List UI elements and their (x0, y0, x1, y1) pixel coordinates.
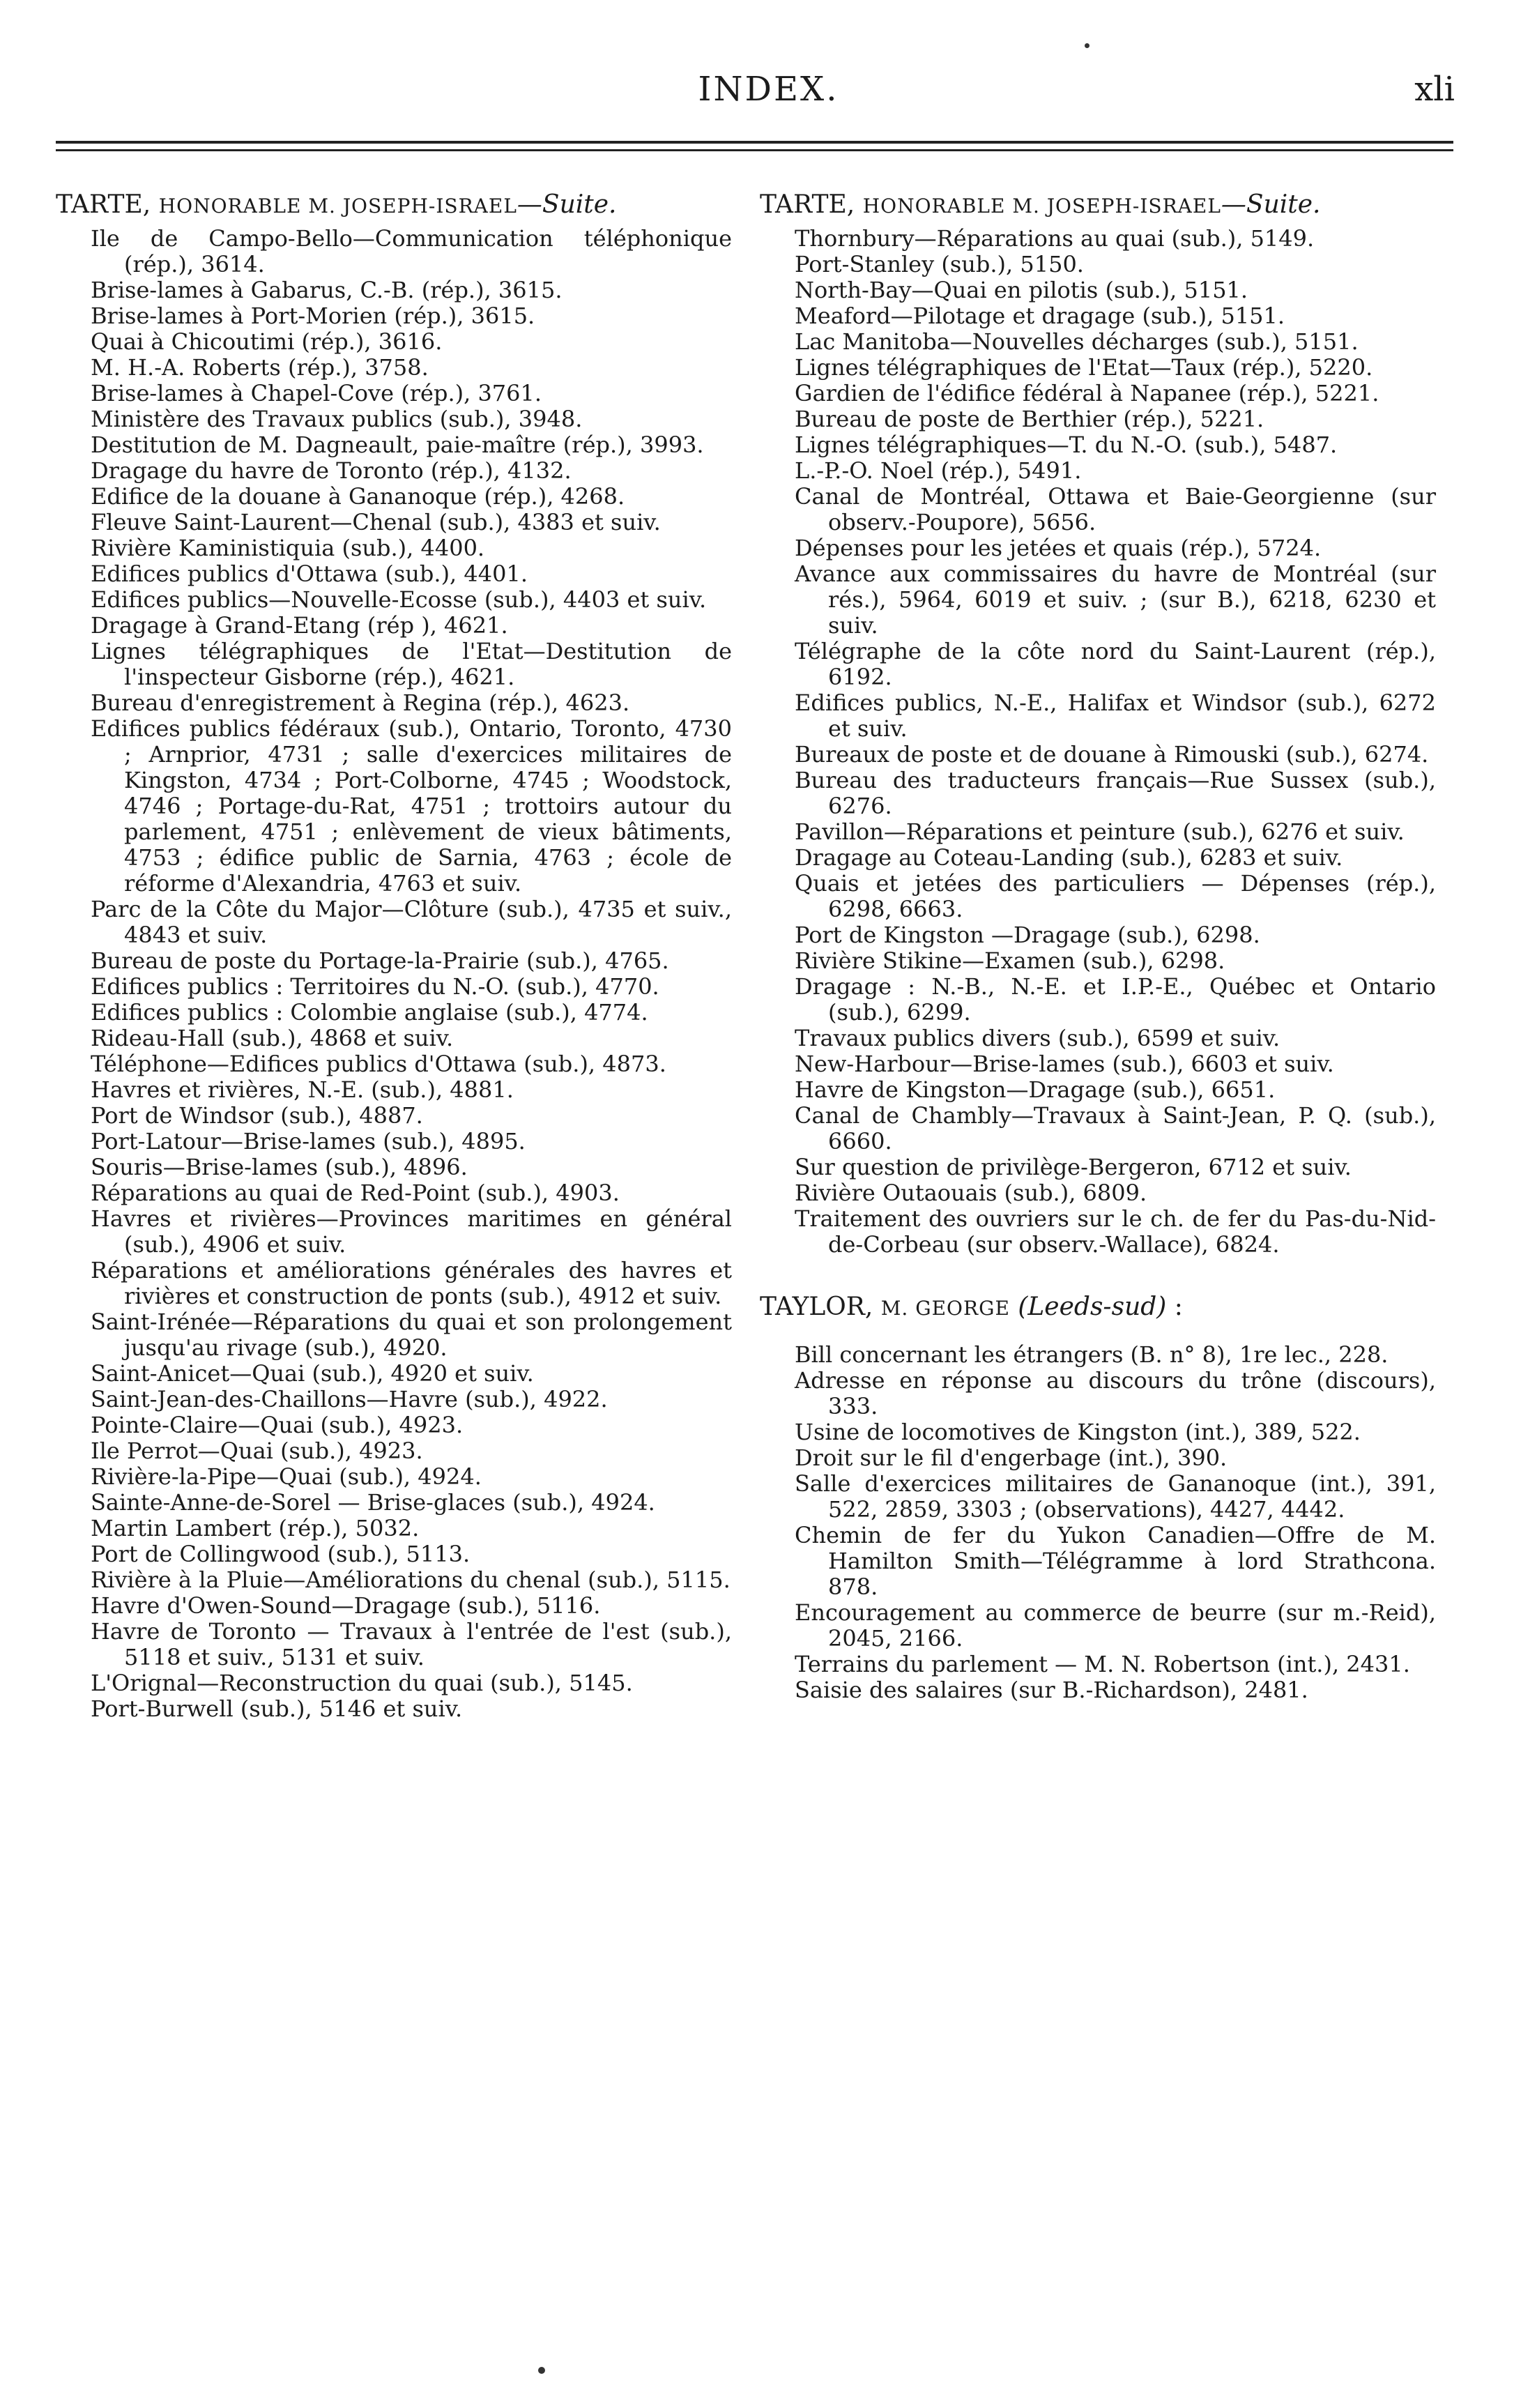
index-entry: Edifices publics : Territoires du N.-O. (sub.), 4770. (91, 973, 659, 1000)
taylor-heading (760, 1294, 1436, 1321)
index-entry: Port-Stanley (sub.), 5150. (795, 251, 1084, 277)
index-entry: Dépenses pour les jetées et quais (rép.), 5724. (795, 535, 1322, 561)
print-speck (1085, 43, 1089, 48)
index-entry: Ministère des Travaux publics (sub.), 3948. (91, 406, 583, 432)
index-entry: M. H.-A. Roberts (rép.), 3758. (91, 354, 429, 381)
index-entry: Canal de Montréal, Ottawa et Baie-Georgienne (sur observ.-Poupore), 5656. (795, 483, 1436, 535)
index-entry: Havre de Kingston—Dragage (sub.), 6651. (795, 1076, 1276, 1103)
index-entry: Canal de Chambly—Travaux à Saint-Jean, P. Q. (sub.), 6660. (795, 1102, 1436, 1155)
index-entry: Havre de Toronto — Travaux à l'entrée de l'est (sub.), 5118 et suiv., 5131 et suiv. (91, 1618, 732, 1670)
index-entry: Lac Manitoba—Nouvelles décharges (sub.), 5151. (795, 328, 1359, 355)
index-entry: Dragage : N.-B., N.-E. et I.P.-E., Québec et Ontario (sub.), 6299. (795, 973, 1436, 1026)
index-entry: Bureau des traducteurs français—Rue Sussex (sub.), 6276. (795, 767, 1436, 819)
taylor-entry-list (760, 1342, 1436, 1703)
index-entry: Pavillon—Réparations et peinture (sub.), 6276 et suiv. (795, 818, 1405, 845)
index-entry: Bureau d'enregistrement à Regina (rép.), 4623. (91, 689, 630, 716)
index-entry: Saint-Anicet—Quai (sub.), 4920 et suiv. (91, 1360, 534, 1387)
index-entry: Rivière à la Pluie—Améliorations du chenal (sub.), 5115. (91, 1567, 731, 1593)
index-entry: Parc de la Côte du Major—Clôture (sub.), 4735 et suiv., 4843 et suiv. (91, 896, 732, 948)
index-entry: Meaford—Pilotage et dragage (sub.), 5151. (795, 303, 1285, 329)
right-column (760, 192, 1436, 1703)
index-entry: Port-Burwell (sub.), 5146 et suiv. (91, 1695, 463, 1722)
index-entry: Avance aux commissaires du havre de Montréal (sur rés.), 5964, 6019 et suiv. ; (sur B.), 6218, 6230 et suiv. (795, 561, 1436, 639)
page-number: xli (1414, 70, 1455, 109)
index-entry: Rideau-Hall (sub.), 4868 et suiv. (91, 1025, 454, 1051)
print-speck-bottom (538, 2367, 545, 2374)
index-entry: Ile de Campo-Bello—Communication téléphonique (rép.), 3614. (91, 225, 732, 277)
index-entry: Port-Latour—Brise-lames (sub.), 4895. (91, 1128, 526, 1155)
index-entry: Dragage à Grand-Etang (rép ), 4621. (91, 612, 508, 639)
index-entry: Terrains du parlement — M. N. Robertson (int.), 2431. (795, 1651, 1410, 1677)
index-entry: Bureau de poste de Berthier (rép.), 5221. (795, 406, 1264, 432)
index-entry: Souris—Brise-lames (sub.), 4896. (91, 1154, 468, 1180)
index-entry: Havre d'Owen-Sound—Dragage (sub.), 5116. (91, 1592, 601, 1619)
index-entry: New-Harbour—Brise-lames (sub.), 6603 et suiv. (795, 1051, 1334, 1077)
page-title: INDEX. (698, 70, 839, 109)
index-entry: Réparations et améliorations générales des havres et rivières et construction de ponts (sub.), 4912 et suiv. (91, 1257, 732, 1309)
index-entry: Rivière Kaministiquia (sub.), 4400. (91, 535, 485, 561)
left-entry-list (56, 226, 732, 1722)
index-entry: Edifices publics fédéraux (sub.), Ontario, Toronto, 4730 ; Arnprior, 4731 ; salle d'exercices militaires de Kingston, 4734 ; Port-Colborne, 4745 ; Woodstock, 4746 ; Portage-du-Rat, 4751 ; trottoirs autour du parlement, 4751 ; enlèvement de vieux bâtiments, 4753 ; édifice public de Sarnia, 4763 ; école de réforme d'Alexandria, 4763 et suiv. (91, 715, 732, 897)
heading-name-smallcaps: HONORABLE M. JOSEPH-ISRAEL (158, 195, 517, 218)
index-entry: Téléphone—Edifices publics d'Ottawa (sub.), 4873. (91, 1051, 666, 1077)
section-gap (760, 1258, 1436, 1294)
index-entry: Ile Perrot—Quai (sub.), 4923. (91, 1438, 423, 1464)
index-entry: Havres et rivières, N.-E. (sub.), 4881. (91, 1076, 514, 1103)
right-column-heading (760, 192, 1436, 219)
header-rule-top (56, 141, 1453, 144)
index-entry: Bureaux de poste et de douane à Rimouski (sub.), 6274. (795, 741, 1429, 768)
index-entry: Rivière Stikine—Examen (sub.), 6298. (795, 947, 1225, 974)
index-entry: Rivière-la-Pipe—Quai (sub.), 4924. (91, 1463, 482, 1490)
index-entry: Réparations au quai de Red-Point (sub.), 4903. (91, 1180, 620, 1206)
heading-name-prefix: TARTE, (760, 190, 863, 219)
heading-name-smallcaps: HONORABLE M. JOSEPH-ISRAEL (862, 195, 1221, 218)
index-entry: North-Bay—Quai en pilotis (sub.), 5151. (795, 277, 1248, 303)
heading-suite: —Suite. (1221, 190, 1321, 219)
index-entry: Gardien de l'édifice fédéral à Napanee (rép.), 5221. (795, 380, 1379, 406)
index-entry: Travaux publics divers (sub.), 6599 et suiv. (795, 1025, 1280, 1051)
header-rule-bottom (56, 149, 1453, 151)
index-entry: Lignes télégraphiques de l'Etat—Destitution de l'inspecteur Gisborne (rép.), 4621. (91, 638, 732, 690)
right-entry-list (760, 226, 1436, 1258)
index-entry: Port de Kingston —Dragage (sub.), 6298. (795, 922, 1260, 948)
index-entry: Bureau de poste du Portage-la-Prairie (sub.), 4765. (91, 947, 669, 974)
left-column-heading (56, 192, 732, 219)
index-entry: Fleuve Saint-Laurent—Chenal (sub.), 4383 et suiv. (91, 509, 661, 535)
index-entry: Dragage du havre de Toronto (rép.), 4132. (91, 457, 572, 484)
index-entry: Dragage au Coteau-Landing (sub.), 6283 et suiv. (795, 844, 1343, 871)
index-entry: Destitution de M. Dagneault, paie-maître (rép.), 3993. (91, 432, 704, 458)
index-entry: Edifices publics—Nouvelle-Ecosse (sub.), 4403 et suiv. (91, 586, 707, 613)
index-entry: Brise-lames à Chapel-Cove (rép.), 3761. (91, 380, 542, 406)
index-entry: Havres et rivières—Provinces maritimes en général (sub.), 4906 et suiv. (91, 1205, 732, 1258)
heading-name-prefix: TARTE, (56, 190, 159, 219)
taylor-riding: (Leeds-sud) (1018, 1293, 1167, 1321)
index-entry: Port de Collingwood (sub.), 5113. (91, 1541, 471, 1567)
index-entry: Edifices publics, N.-E., Halifax et Windsor (sub.), 6272 et suiv. (795, 689, 1436, 742)
taylor-name-smallcaps: M. GEORGE (880, 1297, 1010, 1320)
index-entry: Sur question de privilège-Bergeron, 6712 et suiv. (795, 1154, 1352, 1180)
index-entry: Edifice de la douane à Gananoque (rép.), 4268. (91, 483, 625, 510)
index-entry: L.-P.-O. Noel (rép.), 5491. (795, 457, 1082, 484)
index-entry: Chemin de fer du Yukon Canadien—Offre de M. Hamilton Smith—Télégramme à lord Strathcona. 878. (795, 1522, 1436, 1600)
index-entry: Martin Lambert (rép.), 5032. (91, 1515, 420, 1541)
index-entry: Saint-Irénée—Réparations du quai et son prolongement jusqu'au rivage (sub.), 4920. (91, 1309, 732, 1361)
index-entry: Quai à Chicoutimi (rép.), 3616. (91, 328, 443, 355)
index-entry: Encouragement au commerce de beurre (sur m.-Reid), 2045, 2166. (795, 1599, 1436, 1652)
index-entry: Brise-lames à Gabarus, C.-B. (rép.), 3615. (91, 277, 563, 303)
index-entry: Usine de locomotives de Kingston (int.), 389, 522. (795, 1419, 1361, 1445)
taylor-name-prefix: TAYLOR, (760, 1293, 881, 1321)
index-entry: Télégraphe de la côte nord du Saint-Laurent (rép.), 6192. (795, 638, 1436, 690)
index-entry: Brise-lames à Port-Morien (rép.), 3615. (91, 303, 535, 329)
index-entry: L'Orignal—Reconstruction du quai (sub.), 5145. (91, 1670, 633, 1696)
index-entry: Saisie des salaires (sur B.-Richardson), 2481. (795, 1677, 1308, 1703)
index-entry: Salle d'exercices militaires de Gananoque (int.), 391, 522, 2859, 3303 ; (observations), 4427, 4442. (795, 1470, 1436, 1523)
index-entry: Bill concernant les étrangers (B. n° 8), 1re lec., 228. (795, 1341, 1389, 1368)
index-entry: Pointe-Claire—Quai (sub.), 4923. (91, 1412, 464, 1438)
index-entry: Saint-Jean-des-Chaillons—Havre (sub.), 4922. (91, 1386, 608, 1412)
index-entry: Port de Windsor (sub.), 4887. (91, 1102, 423, 1129)
index-entry: Rivière Outaouais (sub.), 6809. (795, 1180, 1147, 1206)
index-entry: Thornbury—Réparations au quai (sub.), 5149. (795, 225, 1315, 252)
index-entry: Lignes télégraphiques—T. du N.-O. (sub.), 5487. (795, 432, 1338, 458)
index-entry: Lignes télégraphiques de l'Etat—Taux (rép.), 5220. (795, 354, 1373, 381)
index-entry: Edifices publics : Colombie anglaise (sub.), 4774. (91, 999, 648, 1026)
left-column (56, 192, 732, 1722)
heading-suite: —Suite. (517, 190, 617, 219)
index-entry: Adresse en réponse au discours du trône (discours), 333. (795, 1367, 1436, 1419)
index-entry: Edifices publics d'Ottawa (sub.), 4401. (91, 561, 528, 587)
index-entry: Sainte-Anne-de-Sorel — Brise-glaces (sub.), 4924. (91, 1489, 655, 1516)
index-entry: Quais et jetées des particuliers — Dépenses (rép.), 6298, 6663. (795, 870, 1436, 922)
index-entry: Traitement des ouvriers sur le ch. de fer du Pas-du-Nid-de-Corbeau (sur observ.-Wallace), 6824. (795, 1205, 1436, 1258)
taylor-colon: : (1166, 1293, 1183, 1321)
index-entry: Droit sur le fil d'engerbage (int.), 390. (795, 1445, 1228, 1471)
